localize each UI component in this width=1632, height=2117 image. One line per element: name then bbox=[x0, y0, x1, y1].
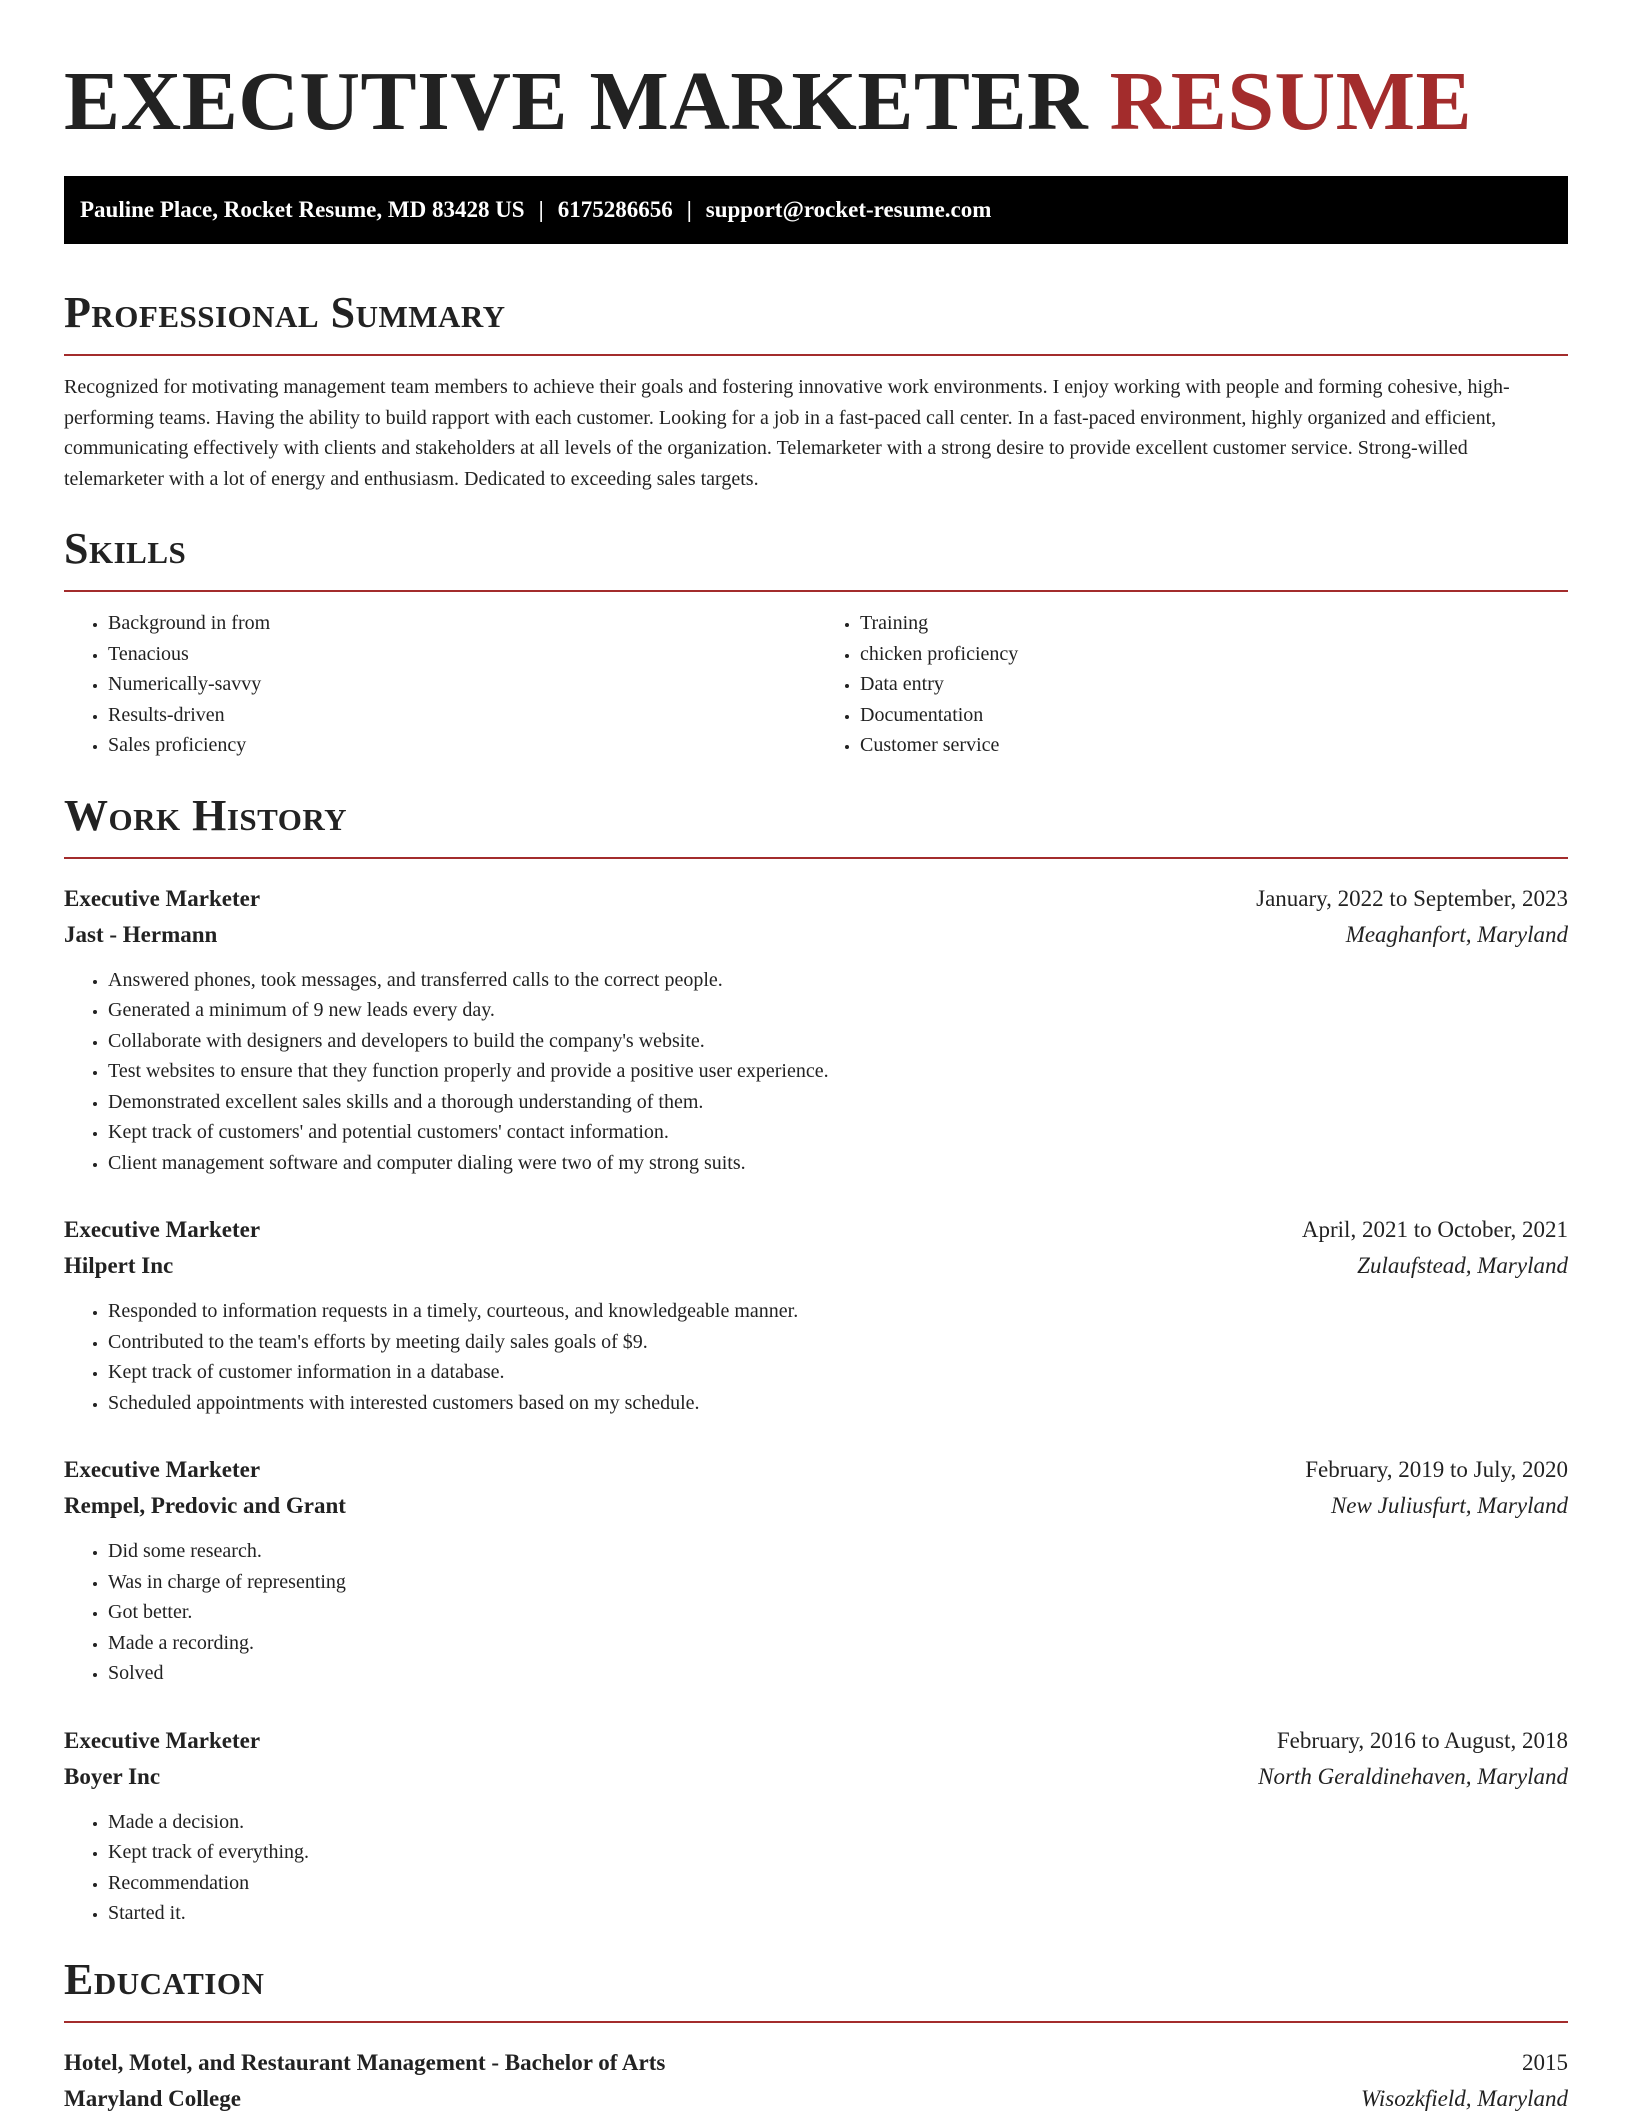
job-bullet: • Made a decision. bbox=[108, 1807, 1568, 1838]
contact-bar bbox=[64, 176, 1568, 244]
job-bullet: • Was in charge of representing bbox=[108, 1567, 1568, 1598]
job-bullet: • Client management software and computer dialing were two of my strong suits. bbox=[108, 1148, 1568, 1179]
job-dates: January, 2022 to September, 2023 bbox=[1256, 885, 1568, 911]
job-bullet: • Collaborate with designers and developers to build the company's website. bbox=[108, 1026, 1568, 1057]
contact-phone: 6175286656 bbox=[557, 197, 673, 222]
job-company: Jast - Hermann bbox=[64, 921, 218, 947]
job-bullet: • Test websites to ensure that they function properly and provide a positive user experience. bbox=[108, 1056, 1568, 1087]
job-dates: February, 2016 to August, 2018 bbox=[1276, 1727, 1568, 1753]
contact-email: support@rocket-resume.com bbox=[705, 197, 992, 222]
job-bullets bbox=[64, 965, 1568, 1179]
skills-column-left bbox=[64, 608, 816, 761]
skill-item: • Tenacious bbox=[108, 639, 816, 670]
job-entry bbox=[64, 881, 1568, 1179]
contact-address: Pauline Place, Rocket Resume, MD 83428 US bbox=[80, 197, 525, 222]
job-bullet: • Got better. bbox=[108, 1597, 1568, 1628]
job-company: Rempel, Predovic and Grant bbox=[64, 1493, 346, 1518]
job-bullet: • Responded to information requests in a timely, courteous, and knowledgeable manner. bbox=[108, 1296, 1568, 1327]
job-bullet: • Answered phones, took messages, and transferred calls to the correct people. bbox=[108, 965, 1568, 996]
section-divider bbox=[64, 2021, 1568, 2023]
education-year: 2015 bbox=[1522, 2049, 1568, 2075]
skills-list bbox=[64, 608, 1568, 761]
skill-item: • Sales proficiency bbox=[108, 730, 816, 761]
skill-item: • Training bbox=[860, 608, 1568, 639]
education-degree: Hotel, Motel, and Restaurant Management - Bachelor of Arts bbox=[64, 2049, 666, 2075]
education-heading: Education bbox=[64, 1954, 265, 2004]
job-company: Hilpert Inc bbox=[64, 1253, 174, 1278]
job-bullet: • Scheduled appointments with interested customers based on my schedule. bbox=[108, 1388, 1568, 1419]
job-dates: February, 2019 to July, 2020 bbox=[1305, 1457, 1568, 1482]
job-bullets bbox=[64, 1296, 1568, 1418]
section-divider bbox=[64, 857, 1568, 859]
title-accent: RESUME bbox=[1109, 55, 1473, 148]
resume-title bbox=[64, 52, 1568, 152]
job-bullet: • Made a recording. bbox=[108, 1628, 1568, 1659]
job-bullet: • Contributed to the team's efforts by meeting daily sales goals of $9. bbox=[108, 1327, 1568, 1358]
education-school: Maryland College bbox=[64, 2085, 241, 2111]
title-main: EXECUTIVE MARKETER bbox=[64, 55, 1089, 148]
job-title: Executive Marketer bbox=[64, 1457, 261, 1482]
skill-item: • Data entry bbox=[860, 669, 1568, 700]
job-title: Executive Marketer bbox=[64, 1217, 261, 1242]
skill-item: • Documentation bbox=[860, 700, 1568, 731]
section-divider bbox=[64, 354, 1568, 356]
skill-item: • Background in from bbox=[108, 608, 816, 639]
job-title: Executive Marketer bbox=[64, 1727, 261, 1753]
work-history-heading: Work History bbox=[64, 790, 348, 840]
education-location: Wisozkfield, Maryland bbox=[1361, 2085, 1568, 2111]
skill-item: • Results-driven bbox=[108, 700, 816, 731]
skill-item: • Numerically-savvy bbox=[108, 669, 816, 700]
job-bullets bbox=[64, 1807, 1568, 1929]
job-location: Meaghanfort, Maryland bbox=[1345, 921, 1568, 947]
skills-heading: Skills bbox=[64, 524, 187, 573]
job-bullet: • Did some research. bbox=[108, 1536, 1568, 1567]
job-location: North Geraldinehaven, Maryland bbox=[1258, 1763, 1568, 1789]
job-title: Executive Marketer bbox=[64, 885, 261, 911]
job-dates: April, 2021 to October, 2021 bbox=[1301, 1217, 1568, 1242]
job-location: Zulaufstead, Maryland bbox=[1357, 1253, 1568, 1278]
section-divider bbox=[64, 590, 1568, 592]
summary-heading: Professional Summary bbox=[64, 288, 506, 337]
job-bullet: • Kept track of customers' and potential customers' contact information. bbox=[108, 1117, 1568, 1148]
job-bullet: • Recommendation bbox=[108, 1868, 1568, 1899]
summary-text: Recognized for motivating management team members to achieve their goals and fostering innovative work environments. I enjoy working with people and forming cohesive, high-performing teams. Having the ability to build rapport with each customer. Looking for a job in a fast-paced call center. In a fast-paced environment, highly organized and efficient, communicating effectively with clients and stakeholders at all levels of the organization. Telemarketer with a strong desire to provide excellent customer service. Strong-willed telemarketer with a lot of energy and enthusiasm. Dedicated to exceeding sales targets. bbox=[64, 376, 1510, 490]
job-bullet: • Generated a minimum of 9 new leads every day. bbox=[108, 995, 1568, 1026]
job-entry bbox=[64, 1452, 1568, 1689]
job-company: Boyer Inc bbox=[64, 1763, 161, 1789]
job-bullet: • Kept track of everything. bbox=[108, 1837, 1568, 1868]
job-entry bbox=[64, 1723, 1568, 1929]
education-entry bbox=[64, 2045, 1568, 2117]
job-bullet: • Solved bbox=[108, 1658, 1568, 1689]
skill-item: • chicken proficiency bbox=[860, 639, 1568, 670]
job-location: New Juliusfurt, Maryland bbox=[1330, 1493, 1568, 1518]
contact-separator: | bbox=[538, 197, 544, 222]
contact-separator: | bbox=[686, 197, 692, 222]
job-bullet: • Kept track of customer information in a database. bbox=[108, 1357, 1568, 1388]
job-entry bbox=[64, 1212, 1568, 1418]
job-bullet: • Started it. bbox=[108, 1898, 1568, 1929]
job-bullet: • Demonstrated excellent sales skills and a thorough understanding of them. bbox=[108, 1087, 1568, 1118]
skills-column-right bbox=[816, 608, 1568, 761]
job-bullets bbox=[64, 1536, 1568, 1689]
skill-item: • Customer service bbox=[860, 730, 1568, 761]
